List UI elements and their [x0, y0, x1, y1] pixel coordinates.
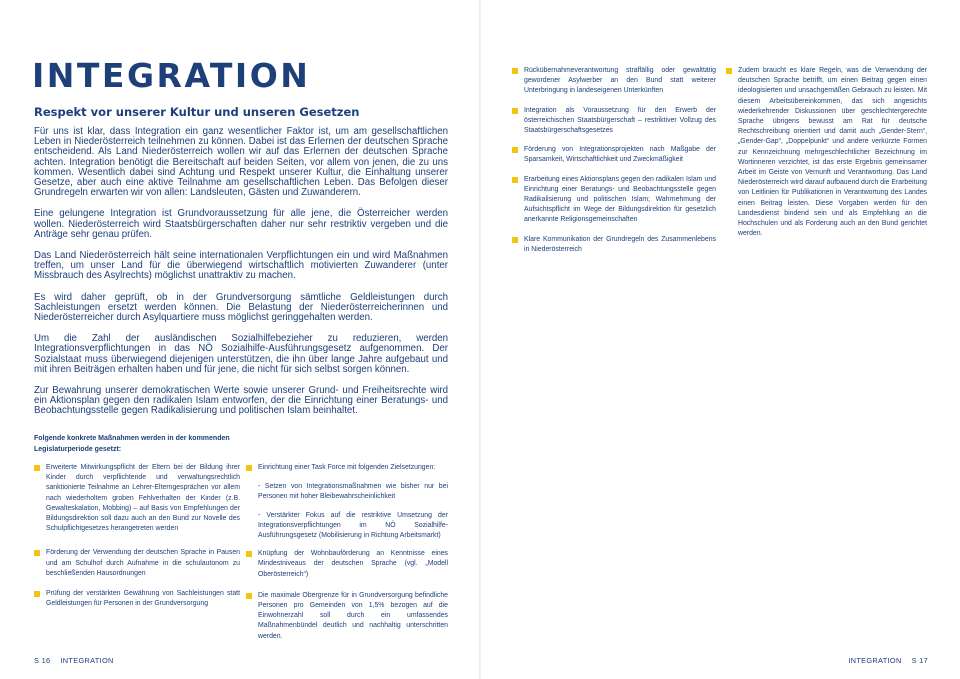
- list-item-text: Prüfung der verstärkten Gewährung von Sachleistungen statt Geldleistungen für Personen in der Grundversorgung: [46, 590, 240, 608]
- list-item-text: Förderung der Verwendung der deutschen Sprache in Pausen und am Schulhof durch Aufnahme in die schulautonom zu beschließenden Hausordnungen: [46, 549, 240, 577]
- footer-label: INTEGRATION: [60, 656, 114, 665]
- square-bullet-icon: [34, 591, 40, 597]
- list-item-text: Förderung von Integrationsprojekten nach Maßgabe der Sparsamkeit, Wirtschaftlichkeit und Zweckmäßigkeit: [524, 146, 716, 164]
- square-bullet-icon: [246, 593, 252, 599]
- square-bullet-icon: [726, 68, 732, 74]
- list-item: [246, 549, 448, 580]
- paragraph: Zur Bewahrung unserer demokratischen Werte sowie unserer Grund- und Freiheitsrechte wird ein Aktionsplan gegen den radikalen Islam entworfen, der die Einrichtung einer Beratungs- und Beobachtungsstelle gegen Radikalisierung und politischen Islam beinhaltet.: [34, 385, 448, 417]
- sub-item-text: - Verstärkter Fokus auf die restriktive Umsetzung der Integrationsverpflichtungen im NÖ Sozialhilfe-Ausführungsgesetz (Mobilisierung in Richtung Arbeitsmarkt): [258, 511, 448, 540]
- page-title: INTEGRATION: [32, 56, 311, 95]
- square-bullet-icon: [512, 68, 518, 74]
- list-item: [726, 66, 927, 239]
- list-item: [512, 106, 716, 137]
- square-bullet-icon: [34, 550, 40, 556]
- measures-list-left: [34, 463, 240, 609]
- square-bullet-icon: [512, 237, 518, 243]
- paragraph: Es wird daher geprüft, ob in der Grundversorgung sämtliche Geldleistungen durch Sachleistungen ersetzt werden können. Die Belastung der Niederösterreicherinnen und Niederösterreicher durch Asylquartiere muss möglichst geringgehalten werden.: [34, 291, 448, 324]
- list-item-text: Integration als Voraussetzung für den Erwerb der österreichischen Staatsbürgerschaft – restriktiver Vollzug des Staatsbürgerschaftsgesetzes: [524, 106, 716, 135]
- square-bullet-icon: [512, 177, 518, 183]
- list-item-text: Zudem braucht es klare Regeln, was die Verwendung der deutschen Sprache betrifft, um einen Beitrag gegen einen ideologisierten und unsachgemäßen Gebrauch zu leisten. Mit diesem Arbeitsübereinkommen, das sich angesichts wiederkehrender Diskussionen über geschlechtergerechte Sprache übrigens bewusst am Rat für deutsche Rechtschreibung orientiert und damit auch „Gender-Stern“, „Gender-Gap“, „Doppelpunkt“ und andere verkürzte Formen zur Kennzeichnung mehrgeschlechtlicher Bezeichnung im Wortinneren verzichtet, ist das erste Ergebnis gemeinsamer Arbeit im Geiste von Vernunft und Verantwortung. Das Land Niederösterreich wird darauf aufbauend durch die Erarbeitung von Leitlinien für Publikationen in Verantwortung des Landes einen Beitrag leisten. Diese Vorgaben werden für den Landesdienst bindend sein und als Empfehlung an die Hochschulen und als Forderung auch an den Bund gerichtet werden.: [738, 67, 927, 238]
- footer-right: [848, 656, 928, 665]
- list-item: [34, 589, 240, 609]
- square-bullet-icon: [512, 108, 518, 114]
- square-bullet-icon: [246, 551, 252, 557]
- paragraph: Für uns ist klar, dass Integration ein ganz wesentlicher Faktor ist, um am gesellschaftlichen Leben in Niederösterreich teilnehmen zu können. Dabei ist das Erlernen der deutschen Sprache entscheidend. Als Land Niederösterreich wollen wir auf das Erlernen der deutschen Sprache achten. Integration benötigt die Bereitschaft auf beiden Seiten, vor allem von jenen, die zu uns kommen. Wesentlich dabei sind Achtung und Respekt unserer Kultur, die Einhaltung unserer Gesetze, aber auch eine aktive Teilnahme am gesellschaftlichen Leben. Das Befolgen dieser Grundregeln erwarten wir von allen: Landsleuten, Gästen und Zuwanderern.: [34, 126, 448, 199]
- square-bullet-icon: [246, 465, 252, 471]
- language-rules-list: [726, 66, 927, 239]
- list-item-text: Die maximale Obergrenze für in Grundversorgung befindliche Personen pro Gemeinden von 1,5% bezogen auf die Einwohnerzahl soll durch ein umfassendes Maßnahmenbündel deutlich und nachhaltig unterschritten werden.: [258, 591, 448, 640]
- list-item-text: Erarbeitung eines Aktionsplans gegen den radikalen Islam und Einrichtung einer Beratungs- und Beobachtungsstelle gegen Radikalisierung und politischen Islam; Wahrnehmung der Aufsichtspflicht im Wege der Bildungsdirektion für gesetzlich anerkannte Religionsgemeinschaften: [524, 175, 716, 224]
- paragraph: Um die Zahl der ausländischen Sozialhilfebezieher zu reduzieren, werden Integrationsverpflichtungen in das NÖ Sozialhilfe-Ausführungsgesetz aufgenommen. Der Sozialstaat muss überwiegend diejenigen unterstützen, die ihn über lange Jahre aufgebaut und mit ihren Beiträgen erhalten haben und für jene, die nicht für sich selbst sorgen können.: [34, 333, 448, 375]
- list-item-text: Einrichtung einer Task Force mit folgenden Zielsetzungen:: [258, 464, 436, 471]
- footer-label: INTEGRATION: [848, 656, 902, 665]
- list-item: [246, 463, 448, 541]
- sub-item-text: - Setzen von Integrationsmaßnahmen wie bisher nur bei Personen mit hoher Bleibewahrscheinlichkeit: [258, 483, 448, 501]
- body-text: [34, 127, 448, 428]
- list-item: [246, 591, 448, 642]
- list-item: [34, 463, 240, 534]
- list-item: [34, 548, 240, 579]
- measures-list-continued: [512, 66, 716, 255]
- measures-list-right: [246, 463, 448, 642]
- list-item: [512, 235, 716, 255]
- section-subtitle: Respekt vor unserer Kultur und unseren Gesetzen: [34, 105, 360, 119]
- list-item-text: Knüpfung der Wohnbauförderung an Kenntnisse eines Mindestniveaus der deutschen Sprache (vgl. „Modell Oberösterreich“): [258, 550, 448, 578]
- square-bullet-icon: [512, 147, 518, 153]
- paragraph: Das Land Niederösterreich hält seine internationalen Verpflichtungen ein und wird Maßnahmen treffen, um unser Land für die überwiegend wirtschaftlich motivierten Zuwanderer (unter Missbrauch des Asylrechts) möglichst unattraktiv zu machen.: [34, 250, 448, 282]
- list-item: [512, 145, 716, 165]
- measures-intro: Folgende konkrete Maßnahmen werden in der kommenden Legislaturperiode gesetzt:: [34, 435, 230, 453]
- footer-left: [34, 656, 114, 665]
- page-number: S 16: [34, 656, 51, 665]
- list-item-text: Rückübernahmeverantwortung straffällig oder gewalttätig gewordener Asylwerber an den Bund statt weiterer Unterbringung in landeseigenen Unterkünften: [524, 67, 716, 95]
- list-item: [512, 66, 716, 97]
- list-item-text: Klare Kommunikation der Grundregeln des Zusammenlebens in Niederösterreich: [524, 235, 716, 253]
- paragraph: Eine gelungene Integration ist Grundvoraussetzung für alle jene, die Österreicher werden wollen. Niederösterreich wird Staatsbürgerschaften daher nur sehr restriktiv vergeben und die Anträge sehr genau prüfen.: [34, 208, 448, 240]
- list-item-text: Erweiterte Mitwirkungspflicht der Eltern bei der Bildung ihrer Kinder durch verpflichtende und verwaltungsrechtlich sanktionierte Teilnahme an Lehrer-Elterngesprächen vor allem nach wiederholtem groben Fehlverhalten der Kinder (z.B. Gewalteskalation, Mobbing) – auf Basis von Empfehlungen der Bildungsdirektion soll dazu auch an den Bund zur Novelle des Schulpflichtgesetzes herangetreten werden: [46, 464, 240, 533]
- square-bullet-icon: [34, 465, 40, 471]
- list-item: [512, 175, 716, 226]
- page-number: S 17: [911, 656, 928, 665]
